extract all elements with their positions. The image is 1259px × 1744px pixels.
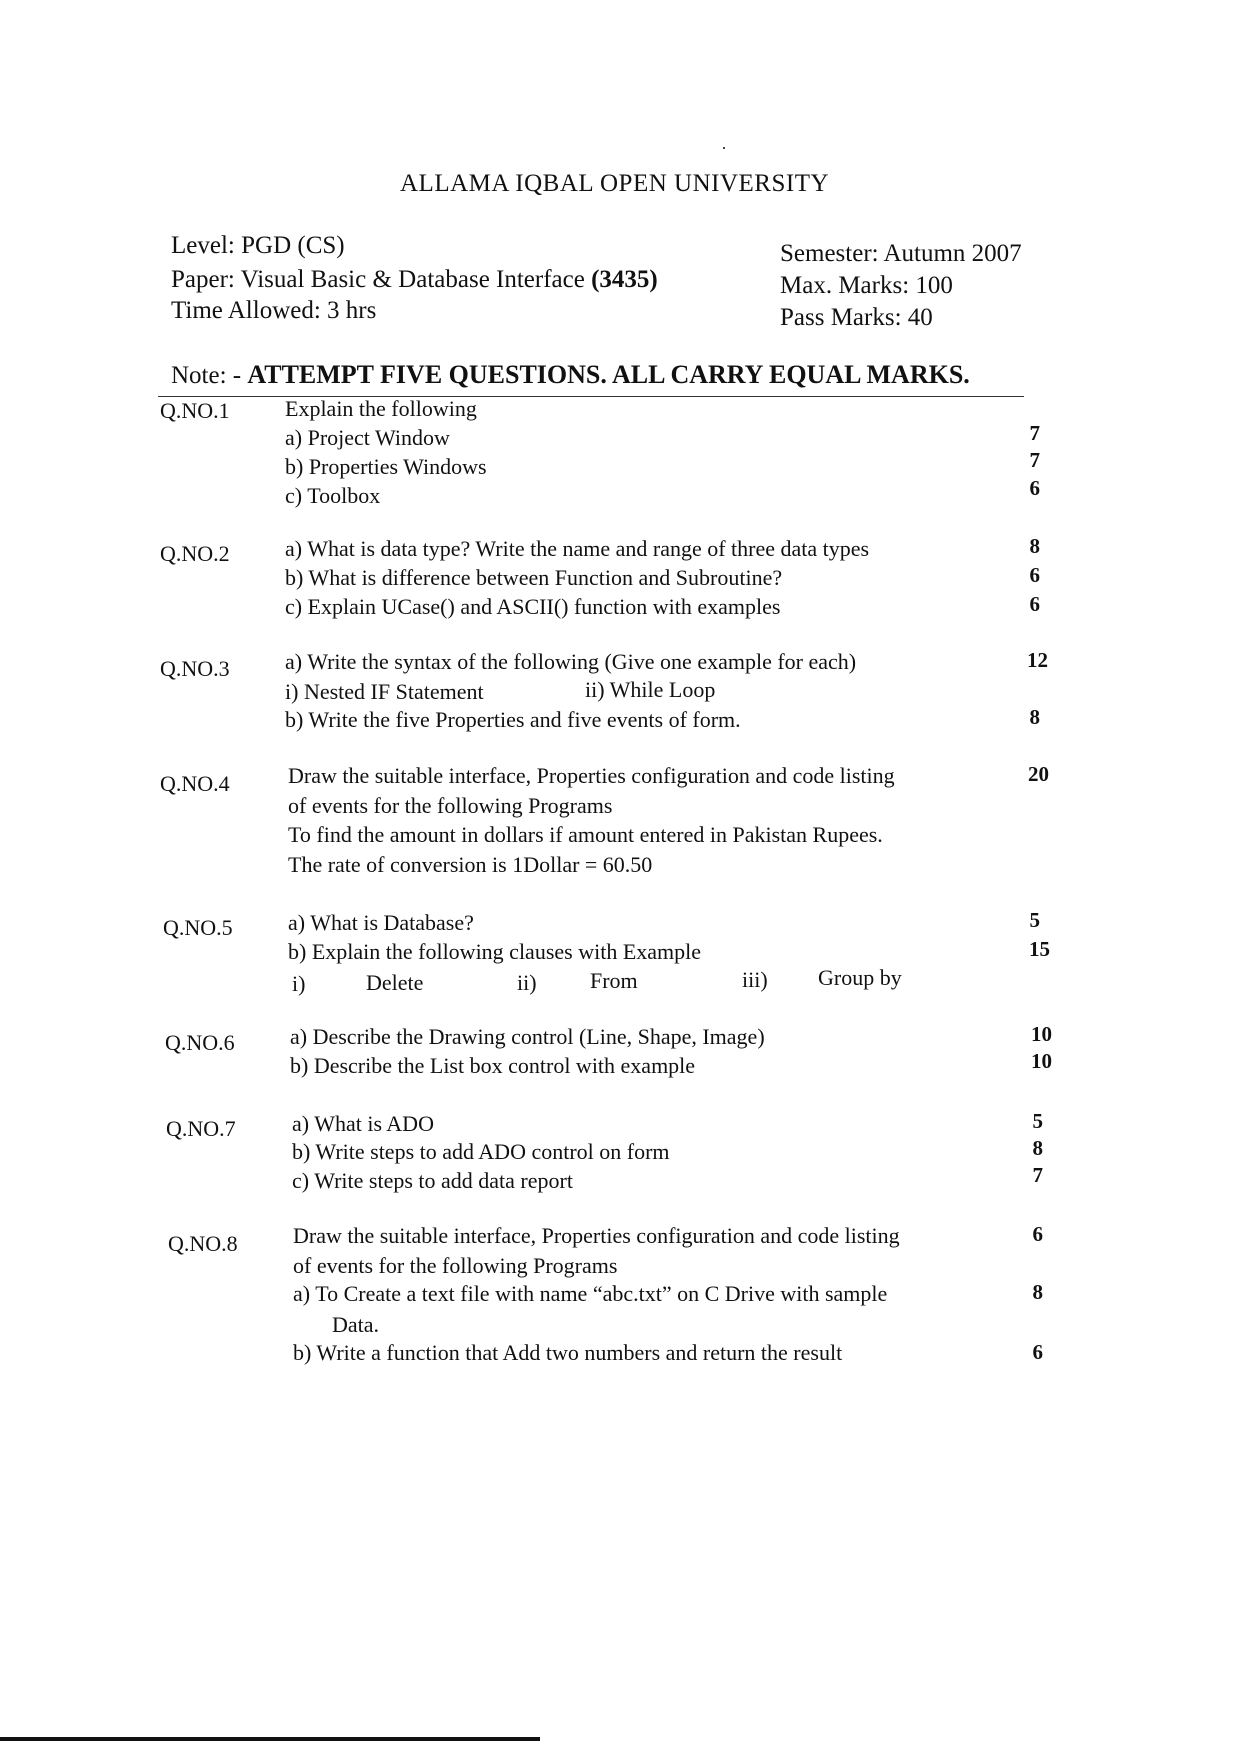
marks: 8 [1032,1280,1043,1304]
marks: 7 [1032,1163,1043,1187]
question-line: Data. [332,1312,380,1337]
question-line: Group by [818,965,902,990]
question-label: Q.NO.6 [165,1030,235,1055]
marks: 6 [1029,592,1040,616]
marks: 12 [1027,648,1048,672]
question-line: b) Write steps to add ADO control on form [292,1139,670,1164]
marks: 5 [1032,1109,1043,1133]
question-label: Q.NO.5 [163,915,233,940]
question-line: Draw the suitable interface, Properties configuration and code listing [293,1223,900,1248]
question-line: The rate of conversion is 1Dollar = 60.50 [288,852,653,877]
marks: 8 [1029,534,1040,558]
marks: 5 [1029,908,1040,932]
paper-field [171,264,658,295]
question-line: b) Write a function that Add two numbers and return the result [293,1340,843,1365]
level-field: Level: PGD (CS) [171,232,345,259]
question-line: i) [292,971,306,996]
question-line: a) To Create a text file with name “abc.txt” on C Drive with sample [293,1281,888,1306]
marks: 8 [1032,1136,1043,1160]
question-line: a) Describe the Drawing control (Line, Shape, Image) [290,1024,765,1049]
question-line: c) Explain UCase() and ASCII() function with examples [285,594,781,619]
question-line: c) Toolbox [285,483,381,508]
marks: 10 [1031,1022,1052,1046]
marks: 6 [1029,563,1040,587]
question-line: a) What is ADO [292,1111,434,1136]
question-line: iii) [742,967,768,992]
question-line: b) Write the five Properties and five events of form. [285,707,741,732]
question-line: Explain the following [285,396,477,421]
question-line: of events for the following Programs [288,793,613,818]
question-line: Delete [366,970,424,995]
marks: 6 [1029,476,1040,500]
question-label: Q.NO.2 [160,541,230,566]
question-line: ii) While Loop [585,677,716,702]
question-line: b) What is difference between Function and Subroutine? [285,565,783,590]
question-label: Q.NO.1 [160,398,230,423]
marks: 6 [1032,1222,1043,1246]
max-marks-field: Max. Marks: 100 [780,272,953,299]
question-line: c) Write steps to add data report [292,1168,573,1193]
marks: 20 [1028,762,1049,786]
note-text: ATTEMPT FIVE QUESTIONS. ALL CARRY EQUAL MARKS. [247,360,970,389]
question-line: From [590,968,638,993]
scan-speck [723,147,725,149]
question-label: Q.NO.8 [168,1231,238,1256]
note [171,360,970,390]
question-line: b) Describe the List box control with example [290,1053,696,1078]
question-line: a) What is Database? [288,910,474,935]
question-line: To find the amount in dollars if amount entered in Pakistan Rupees. [288,822,883,847]
question-line: i) Nested IF Statement [285,679,484,704]
question-line: a) Write the syntax of the following (Give one example for each) [285,649,857,674]
pass-marks-field: Pass Marks: 40 [780,304,933,331]
marks: 15 [1029,937,1050,961]
university-title: ALLAMA IQBAL OPEN UNIVERSITY [400,170,830,197]
paper-name: Paper: Visual Basic & Database Interface [171,266,592,293]
marks: 6 [1032,1340,1043,1364]
question-line: of events for the following Programs [293,1253,618,1278]
note-prefix: Note: - [171,362,248,389]
marks: 7 [1029,421,1040,445]
question-line: Draw the suitable interface, Properties configuration and code listing [288,763,895,788]
time-field: Time Allowed: 3 hrs [171,297,377,324]
paper-code: (3435) [591,266,658,293]
question-label: Q.NO.3 [160,656,230,681]
question-line: a) What is data type? Write the name and range of three data types [285,536,870,561]
marks: 7 [1029,448,1040,472]
question-label: Q.NO.7 [166,1116,236,1141]
scan-edge-bar [0,1737,540,1741]
question-label: Q.NO.4 [160,771,230,796]
marks: 8 [1029,705,1040,729]
question-line: a) Project Window [285,425,450,450]
question-line: b) Properties Windows [285,454,487,479]
marks: 10 [1031,1049,1052,1073]
question-line: b) Explain the following clauses with Example [288,939,702,964]
question-line: ii) [517,970,537,995]
semester-field: Semester: Autumn 2007 [780,240,1022,267]
